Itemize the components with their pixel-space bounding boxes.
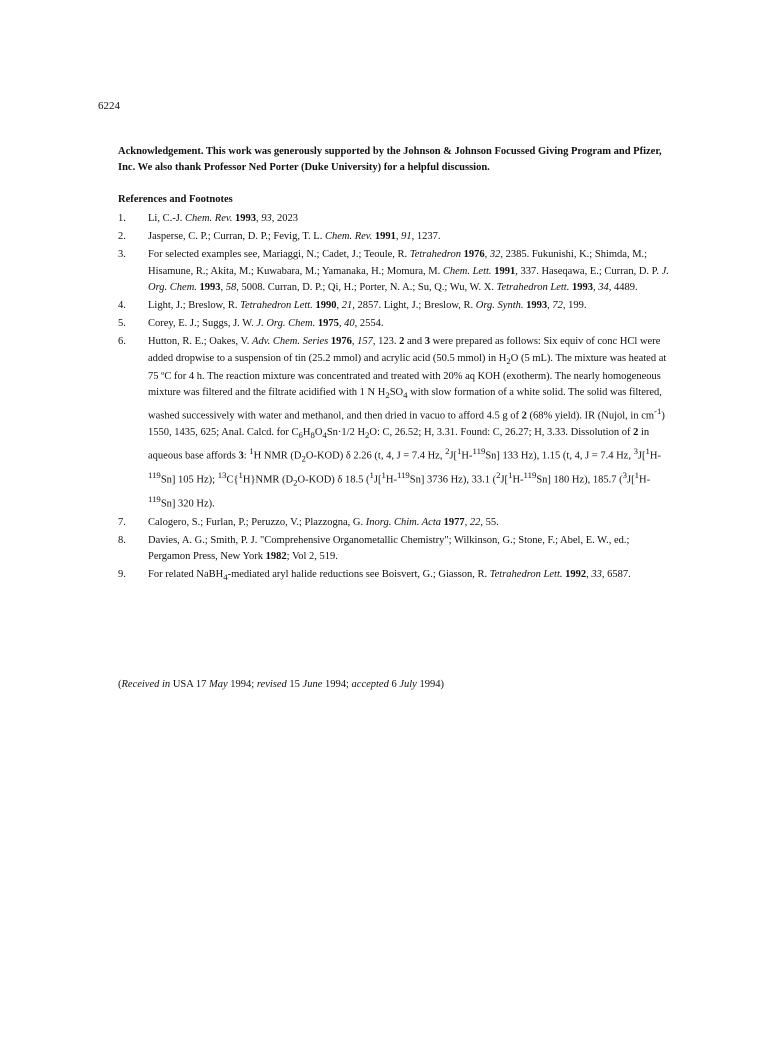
reference-item — [118, 567, 673, 585]
reference-text: For related NaBH$_4$-mediated aryl halide reductions see Boisvert, G.; Giasson, R. Tetrahedron Lett. 1992, 33, 6587. — [148, 569, 631, 583]
reference-text: Davies, A. G.; Smith, P. J. "Comprehensive Organometallic Chemistry"; Wilkinson, G.; Stone, F.; Abel, E. W., ed.; Pergamon Press, New York 1982; Vol 2, 519. — [148, 534, 630, 563]
page-number: 6224 — [98, 100, 120, 112]
reference-text: Light, J.; Breslow, R. Tetrahedron Lett. 1990, 21, 2857. Light, J.; Breslow, R. Org. Synth. 1993, 72, 199. — [148, 300, 587, 312]
references-list — [118, 211, 673, 588]
reference-number: 3. — [118, 249, 126, 261]
acknowledgement — [118, 144, 663, 176]
reference-text: Jasperse, C. P.; Curran, D. P.; Fevig, T. L. Chem. Rev. 1991, 91, 1237. — [148, 231, 441, 243]
reference-text: Hutton, R. E.; Oakes, V. Adv. Chem. Series 1976, 157, 123. 2 and 3 were prepared as follows: Six equiv of conc HCl were added dropwise to a suspension of tin (25.2 mmol) and acrylic acid (50.5 mmol) in $H_2O$ (5 mL). The mixture was heated at 75 ºC for 4 h. The reaction mixture was concentrated and treated with 20% aq KOH (exotherm). The nearly homogeneous mixture was filtered and the filtrate acidified with 1 N $H_2SO_4$ with slow formation of a white solid. The solid was filtered, washed successively with water and methanol, and then dried in vacuo to afford 4.5 g of 2 (68% yield). IR (Nujol, in $cm^{-1}$) 1550, 1435, 625; Anal. Calcd. for $C_6H_8O_4Sn\cdot 1/2$ $H_2O$: C, 26.52; H, 3.31. Found: C, 26.27; H, 3.33. Dissolution of 2 in aqueous base affords 3: $^1$H NMR $(D_2O-KOD)$ δ 2.26 (t, 4, J = 7.4 Hz, $^2$J[$^1$H-$^{119}$Sn] 133 Hz), 1.15 (t, 4, J = 7.4 Hz, $^3$J[$^1$H-$^{119}$Sn] 105 Hz); $^{13}$C{$^1$H}NMR $(D_2O-KOD)$ δ 18.5 ($^1$J[$^1$H-$^{119}$Sn] 3736 Hz), 33.1 ($^2$J[$^1$H-$^{119}$Sn] 180 Hz), 185.7 ($^3$J[$^1$H-$^{119}$Sn] 320 Hz). — [148, 336, 667, 510]
reference-item — [118, 298, 673, 314]
reference-number: 5. — [118, 318, 126, 330]
reference-text: Corey, E. J.; Suggs, J. W. J. Org. Chem. 1975, 40, 2554. — [148, 318, 384, 330]
reference-number: 2. — [118, 231, 126, 243]
reference-number: 9. — [118, 569, 126, 581]
acknowledgement-label: Acknowledgement. — [118, 146, 204, 157]
reference-number: 4. — [118, 300, 126, 312]
reference-item — [118, 316, 673, 332]
reference-number: 1. — [118, 213, 126, 224]
reference-item — [118, 211, 673, 227]
reference-number: 8. — [118, 534, 126, 546]
reference-number: 7. — [118, 516, 126, 528]
reference-text: Li, C.-J. Chem. Rev. 1993, 93, 2023 — [148, 213, 298, 224]
reference-item — [118, 515, 673, 531]
reference-item — [118, 334, 673, 512]
received-dates: (Received in USA 17 May 1994; revised 15 June 1994; accepted 6 July 1994) — [118, 679, 444, 690]
reference-item — [118, 247, 673, 296]
reference-item — [118, 229, 673, 245]
references-heading: References and Footnotes — [118, 194, 233, 205]
acknowledgement-text: This work was generously supported by the Johnson & Johnson Focussed Giving Program and Pfizer, Inc. We also thank Professor Ned Porter (Duke University) for a helpful discussion. — [118, 146, 662, 173]
reference-text: Calogero, S.; Furlan, P.; Peruzzo, V.; Plazzogna, G. Inorg. Chim. Acta 1977, 22, 55. — [148, 516, 499, 528]
reference-number: 6. — [118, 336, 126, 348]
reference-text: For selected examples see, Mariaggi, N.; Cadet, J.; Teoule, R. Tetrahedron 1976, 32, 2385. Fukunishi, K.; Shimda, M.; Hisamune, R.; Akita, M.; Kuwabara, M.; Yamanaka, H.; Momura, M. Chem. Lett. 1991, 337. Haseqawa, E.; Curran, D. P. J. Org. Chem. 1993, 58, 5008. Curran, D. P.; Qi, H.; Porter, N. A.; Su, Q.; Wu, W. X. Tetrahedron Lett. 1993, 34, 4489. — [148, 249, 669, 293]
reference-item — [118, 533, 673, 565]
